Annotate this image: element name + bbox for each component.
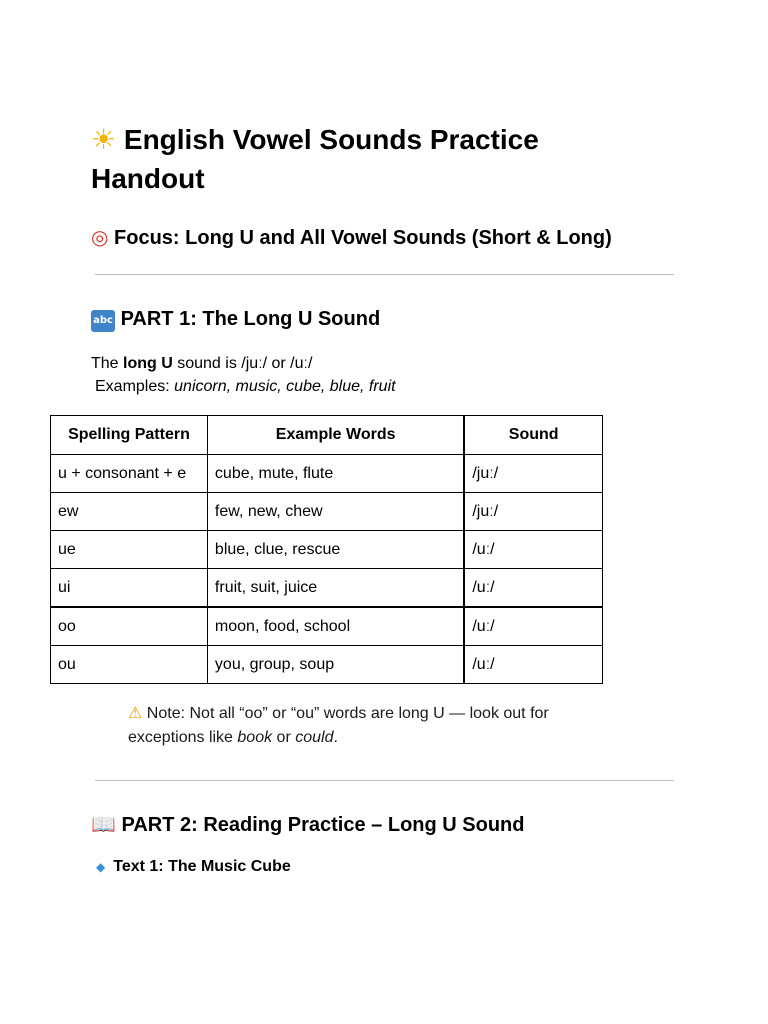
- spelling-pattern-cell: ou: [51, 646, 208, 684]
- sound-cell: /uː/: [464, 569, 602, 608]
- sound-cell: /uː/: [464, 531, 602, 569]
- table-row: [51, 455, 603, 493]
- reading-text-label: Text 1: The Music Cube: [113, 858, 291, 875]
- intro-suffix: sound is /juː/ or /uː/: [172, 355, 313, 372]
- part2-heading: [91, 812, 524, 837]
- table-row: [51, 531, 603, 569]
- small-blue-diamond-icon: ◆: [96, 860, 106, 874]
- note-text-mid: or: [272, 729, 296, 746]
- spelling-pattern-cell: ue: [51, 531, 208, 569]
- intro-bold-term: long U: [123, 355, 173, 372]
- focus-heading-text: Focus: Long U and All Vowel Sounds (Short & Long): [114, 227, 612, 249]
- examples-label: Examples:: [95, 378, 175, 395]
- spelling-pattern-table: [50, 415, 603, 684]
- column-header-sound: Sound: [464, 416, 602, 455]
- open-book-icon: 📖: [91, 812, 116, 836]
- page-title: [91, 120, 651, 198]
- spelling-pattern-cell: oo: [51, 607, 208, 646]
- warning-icon: ⚠: [128, 703, 143, 722]
- example-words-cell: blue, clue, rescue: [207, 531, 464, 569]
- examples-list: unicorn, music, cube, blue, fruit: [174, 378, 396, 395]
- abc-symbol-icon: abc: [91, 310, 115, 332]
- intro-prefix: The: [91, 355, 124, 372]
- example-words-cell: you, group, soup: [207, 646, 464, 684]
- sound-cell: /juː/: [464, 455, 602, 493]
- sound-cell: /uː/: [464, 646, 602, 684]
- table-header-row: [51, 416, 603, 455]
- section-divider: [95, 274, 674, 275]
- part2-heading-text: PART 2: Reading Practice – Long U Sound: [121, 814, 525, 836]
- part1-heading: [91, 308, 380, 332]
- example-words-cell: few, new, chew: [207, 493, 464, 531]
- sound-cell: /juː/: [464, 493, 602, 531]
- table-row: [51, 607, 603, 646]
- page-title-text: English Vowel Sounds Practice Handout: [91, 124, 539, 194]
- exceptions-note: [128, 701, 608, 750]
- table-row: [51, 493, 603, 531]
- intro-examples: [91, 375, 396, 398]
- sound-cell: /uː/: [464, 607, 602, 646]
- glowing-star-icon: ☀: [91, 123, 117, 156]
- note-text-end: .: [333, 729, 338, 746]
- spelling-pattern-cell: u + consonant + e: [51, 455, 208, 493]
- note-text: Note: Not all “oo” or “ou” words are long U — look out for exceptions like: [128, 705, 549, 746]
- example-words-cell: fruit, suit, juice: [207, 569, 464, 608]
- table-row: [51, 569, 603, 608]
- note-exception-word: could: [295, 729, 334, 746]
- example-words-cell: cube, mute, flute: [207, 455, 464, 493]
- spelling-pattern-cell: ui: [51, 569, 208, 608]
- column-header-example-words: Example Words: [207, 416, 464, 455]
- table-row: [51, 646, 603, 684]
- column-header-spelling-pattern: Spelling Pattern: [51, 416, 208, 455]
- focus-heading: [91, 225, 612, 250]
- reading-text-item: [96, 858, 291, 876]
- part1-heading-text: PART 1: The Long U Sound: [120, 308, 381, 330]
- note-exception-word: book: [237, 729, 273, 746]
- intro-sentence: [91, 352, 396, 375]
- target-icon: ◎: [91, 225, 109, 249]
- spelling-pattern-cell: ew: [51, 493, 208, 531]
- example-words-cell: moon, food, school: [207, 607, 464, 646]
- section-divider: [95, 780, 674, 781]
- long-u-intro: [91, 352, 396, 398]
